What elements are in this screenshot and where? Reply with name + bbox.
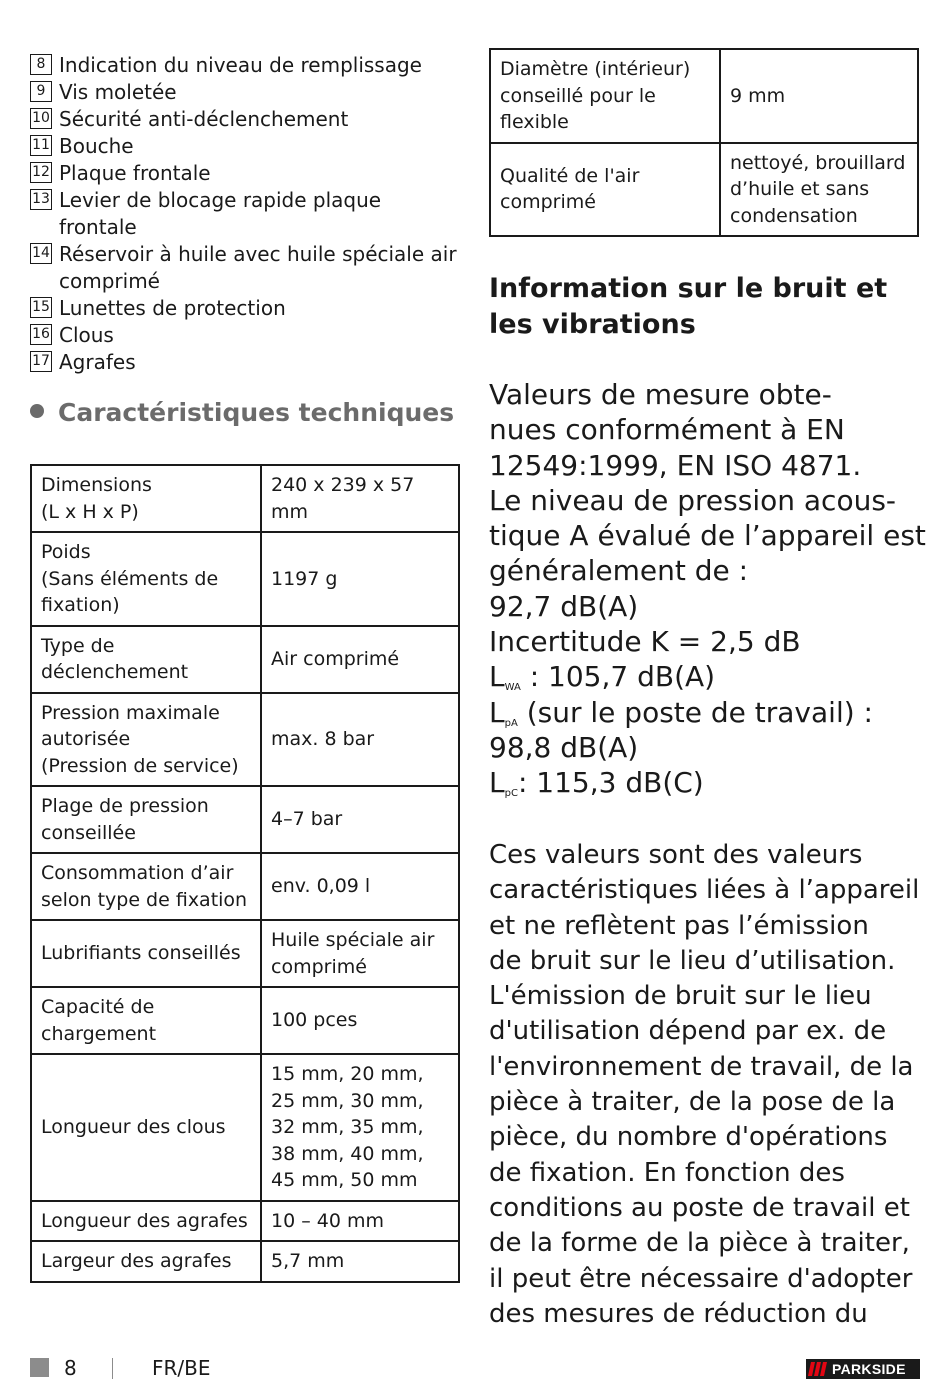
spec-label-text: Lubrifiants conseillés: [41, 942, 241, 965]
spec-label-cell: [490, 49, 720, 143]
spec-label-cell: [31, 786, 261, 853]
spec-value-text: Huile spéciale air: [271, 929, 435, 951]
part-number-box: 16: [30, 324, 52, 345]
spec-value-text: 10 – 40 mm: [271, 1209, 384, 1232]
spec-row: [31, 987, 459, 1054]
part-item: [30, 349, 460, 376]
page-number: 8: [64, 1356, 77, 1380]
part-label: Clous: [59, 323, 114, 347]
paragraph-line: caractéristiques liées à l’appareil: [489, 875, 920, 906]
part-number-box: 13: [30, 189, 52, 210]
spec-label-text: Type de: [41, 634, 115, 657]
spec-value-text: condensation: [730, 204, 858, 227]
paragraph-line: de la forme de la pièce à traiter,: [489, 1228, 910, 1259]
air-specs-table-wrapper: [489, 48, 920, 237]
part-label: Sécurité anti-déclenchement: [59, 107, 349, 131]
spec-label-cell: [31, 465, 261, 532]
air-specs-table: [489, 48, 919, 237]
page-marker-square: [30, 1358, 49, 1377]
spec-value-text: Air comprimé: [271, 647, 400, 670]
part-label: Lunettes de protection: [59, 296, 286, 320]
spec-value-text: nettoyé, brouillard: [730, 151, 906, 174]
noise-measurement-values: [489, 377, 929, 801]
measurement-line: Incertitude K = 2,5 dB: [489, 625, 801, 659]
part-number-box: 12: [30, 162, 52, 183]
spec-row: [31, 626, 459, 693]
spec-label-text: (Pression de service): [41, 754, 239, 777]
spec-value-cell: [261, 626, 459, 693]
parts-list-column: [30, 52, 460, 376]
part-number-box: 17: [30, 351, 52, 372]
spec-value-text: 45 mm, 50 mm: [271, 1169, 418, 1191]
spec-value-text: 25 mm, 30 mm,: [271, 1089, 424, 1112]
spec-value-text: 240 x 239 x 57 mm: [271, 474, 415, 523]
spec-label-cell: [31, 693, 261, 787]
part-item: [30, 52, 460, 79]
paragraph-line: et ne reflètent pas l’émission: [489, 910, 869, 941]
spec-label-text: conseillé pour le: [500, 84, 656, 107]
spec-value-text: comprimé: [271, 955, 367, 978]
part-label: Indication du niveau de remplissage: [59, 53, 422, 77]
spec-label-cell: [31, 987, 261, 1054]
spec-value-text: max. 8 bar: [271, 728, 375, 750]
measurement-line: 12549:1999, EN ISO 4871.: [489, 448, 862, 482]
spec-row: [31, 1201, 459, 1242]
spec-label-text: autorisée: [41, 728, 131, 750]
spec-label-cell: [31, 1054, 261, 1201]
spec-value-text: 32 mm, 35 mm,: [271, 1116, 424, 1138]
spec-value-cell: [261, 987, 459, 1054]
logo-stripes-icon: [806, 1359, 832, 1379]
spec-value-text: 9 mm: [730, 84, 786, 107]
spec-label-text: Dimensions: [41, 474, 152, 496]
spec-value-cell: [261, 786, 459, 853]
spec-value-cell: [261, 1201, 459, 1242]
paragraph-line: il peut être nécessaire d'adopter: [489, 1263, 913, 1294]
spec-value-text: 100 pces: [271, 1009, 358, 1032]
spec-row: [31, 1054, 459, 1201]
paragraph-line: de bruit sur le lieu d’utilisation.: [489, 945, 896, 976]
paragraph-line: de fixation. En fonction des: [489, 1157, 845, 1188]
spec-row: [31, 786, 459, 853]
spec-value-cell: [261, 693, 459, 787]
measurement-line: Valeurs de mesure obte-: [489, 378, 832, 411]
spec-label-text: flexible: [500, 111, 569, 133]
air-spec-row: [490, 143, 918, 237]
part-label: Agrafes: [59, 350, 136, 374]
lpa-label: $L_{pA}$ (sur le poste de travail) :: [489, 695, 873, 729]
lpa-value: 98,8 dB(A): [489, 730, 639, 764]
spec-value-text: 5,7 mm: [271, 1250, 345, 1272]
spec-label-cell: [31, 1201, 261, 1242]
part-number-box: 9: [30, 81, 52, 102]
tech-section-heading: [30, 398, 454, 427]
spec-row: [31, 1241, 459, 1282]
paragraph-line: l'environnement de travail, de la: [489, 1051, 914, 1082]
locale-label: FR/BE: [152, 1356, 211, 1380]
spec-label-text: Poids: [41, 541, 91, 563]
spec-label-cell: [31, 920, 261, 987]
part-number-box: 15: [30, 297, 52, 318]
paragraph-line: conditions au poste de travail et: [489, 1192, 910, 1223]
spec-value-cell: [261, 465, 459, 532]
part-number-box: 8: [30, 54, 52, 75]
spec-label-text: chargement: [41, 1022, 157, 1045]
part-number-box: 14: [30, 243, 52, 264]
spec-value-cell: [261, 1054, 459, 1201]
spec-label-text: Pression maximale: [41, 701, 220, 724]
bullet-icon: [30, 404, 44, 418]
spec-label-text: (Sans éléments de: [41, 567, 219, 590]
spec-label-text: Longueur des agrafes: [41, 1209, 248, 1232]
measurement-line: nues conformément à EN: [489, 413, 845, 447]
spec-label-text: Diamètre (intérieur): [500, 58, 691, 80]
noise-explanation-paragraph: [489, 838, 929, 1332]
paragraph-line: pièce à traiter, de la pose de la: [489, 1087, 896, 1118]
part-item: [30, 106, 460, 133]
spec-value-text: env. 0,09 l: [271, 875, 371, 898]
parts-list: [30, 52, 460, 376]
tech-specs-table-wrapper: [30, 464, 460, 1283]
air-spec-row: [490, 49, 918, 143]
spec-label-text: fixation): [41, 594, 120, 616]
spec-value-text: 1197 g: [271, 567, 338, 590]
spec-label-cell: [31, 626, 261, 693]
part-item: [30, 322, 460, 349]
measurement-line: 92,7 dB(A): [489, 589, 639, 623]
part-label: Réservoir à huile avec huile spéciale air comprimé: [59, 242, 457, 293]
spec-label-text: Plage de pression: [41, 795, 209, 817]
spec-row: [31, 920, 459, 987]
part-label: Vis moletée: [59, 80, 177, 104]
spec-label-cell: [31, 853, 261, 920]
spec-label-cell: [31, 1241, 261, 1282]
spec-value-text: 15 mm, 20 mm,: [271, 1063, 424, 1085]
spec-label-cell: [490, 143, 720, 237]
lpc-value: $L_{pC}$: 115,3 dB(C): [489, 766, 704, 800]
paragraph-line: pièce, du nombre d'opérations: [489, 1122, 888, 1153]
part-label: Levier de blocage rapide plaque frontale: [59, 188, 382, 239]
part-number-box: 11: [30, 135, 52, 156]
spec-label-text: Longueur des clous: [41, 1116, 226, 1138]
parkside-logo: [806, 1359, 920, 1379]
measurement-line: généralement de :: [489, 554, 749, 588]
spec-value-cell: [720, 143, 918, 237]
noise-heading-line: Information sur le bruit et: [489, 273, 888, 304]
brand-name: PARKSIDE: [832, 1361, 906, 1377]
part-item: [30, 79, 460, 106]
spec-label-text: Largeur des agrafes: [41, 1250, 232, 1272]
spec-value-cell: [720, 49, 918, 143]
spec-label-text: comprimé: [500, 191, 596, 214]
noise-section-heading: [489, 271, 919, 343]
part-item: [30, 133, 460, 160]
spec-value-text: 4–7 bar: [271, 808, 343, 831]
spec-value-cell: [261, 853, 459, 920]
spec-label-text: Qualité de l'air: [500, 164, 640, 187]
spec-label-text: conseillée: [41, 821, 136, 844]
spec-value-cell: [261, 920, 459, 987]
part-item: [30, 295, 460, 322]
noise-heading-line: les vibrations: [489, 309, 696, 340]
spec-row: [31, 465, 459, 532]
spec-row: [31, 693, 459, 787]
paragraph-line: d'utilisation dépend par ex. de: [489, 1016, 887, 1047]
spec-value-cell: [261, 1241, 459, 1282]
lwa-value: $L_{WA}$ : 105,7 dB(A): [489, 660, 716, 694]
spec-label-text: (L x H x P): [41, 500, 139, 523]
part-label: Bouche: [59, 134, 134, 158]
spec-label-text: selon type de fixation: [41, 888, 248, 911]
part-item: [30, 187, 460, 241]
spec-label-cell: [31, 532, 261, 626]
spec-label-text: déclenchement: [41, 661, 189, 683]
spec-row: [31, 853, 459, 920]
tech-section-title: Caractéristiques techniques: [58, 398, 455, 427]
spec-row: [31, 532, 459, 626]
part-label: Plaque frontale: [59, 161, 211, 185]
part-item: [30, 241, 460, 295]
part-number-box: 10: [30, 108, 52, 129]
spec-value-cell: [261, 532, 459, 626]
spec-value-text: 38 mm, 40 mm,: [271, 1142, 424, 1165]
spec-value-text: d’huile et sans: [730, 178, 870, 200]
paragraph-line: des mesures de réduction du: [489, 1298, 868, 1329]
measurement-line: tique A évalué de l’appareil est: [489, 519, 926, 553]
tech-specs-table: [30, 464, 460, 1283]
spec-label-text: Capacité de: [41, 996, 155, 1018]
paragraph-line: L'émission de bruit sur le lieu: [489, 981, 872, 1012]
paragraph-line: Ces valeurs sont des valeurs: [489, 840, 863, 870]
spec-label-text: Consommation d’air: [41, 862, 234, 884]
part-item: [30, 160, 460, 187]
measurement-line: Le niveau de pression acous-: [489, 483, 897, 517]
footer-divider: [112, 1358, 113, 1379]
